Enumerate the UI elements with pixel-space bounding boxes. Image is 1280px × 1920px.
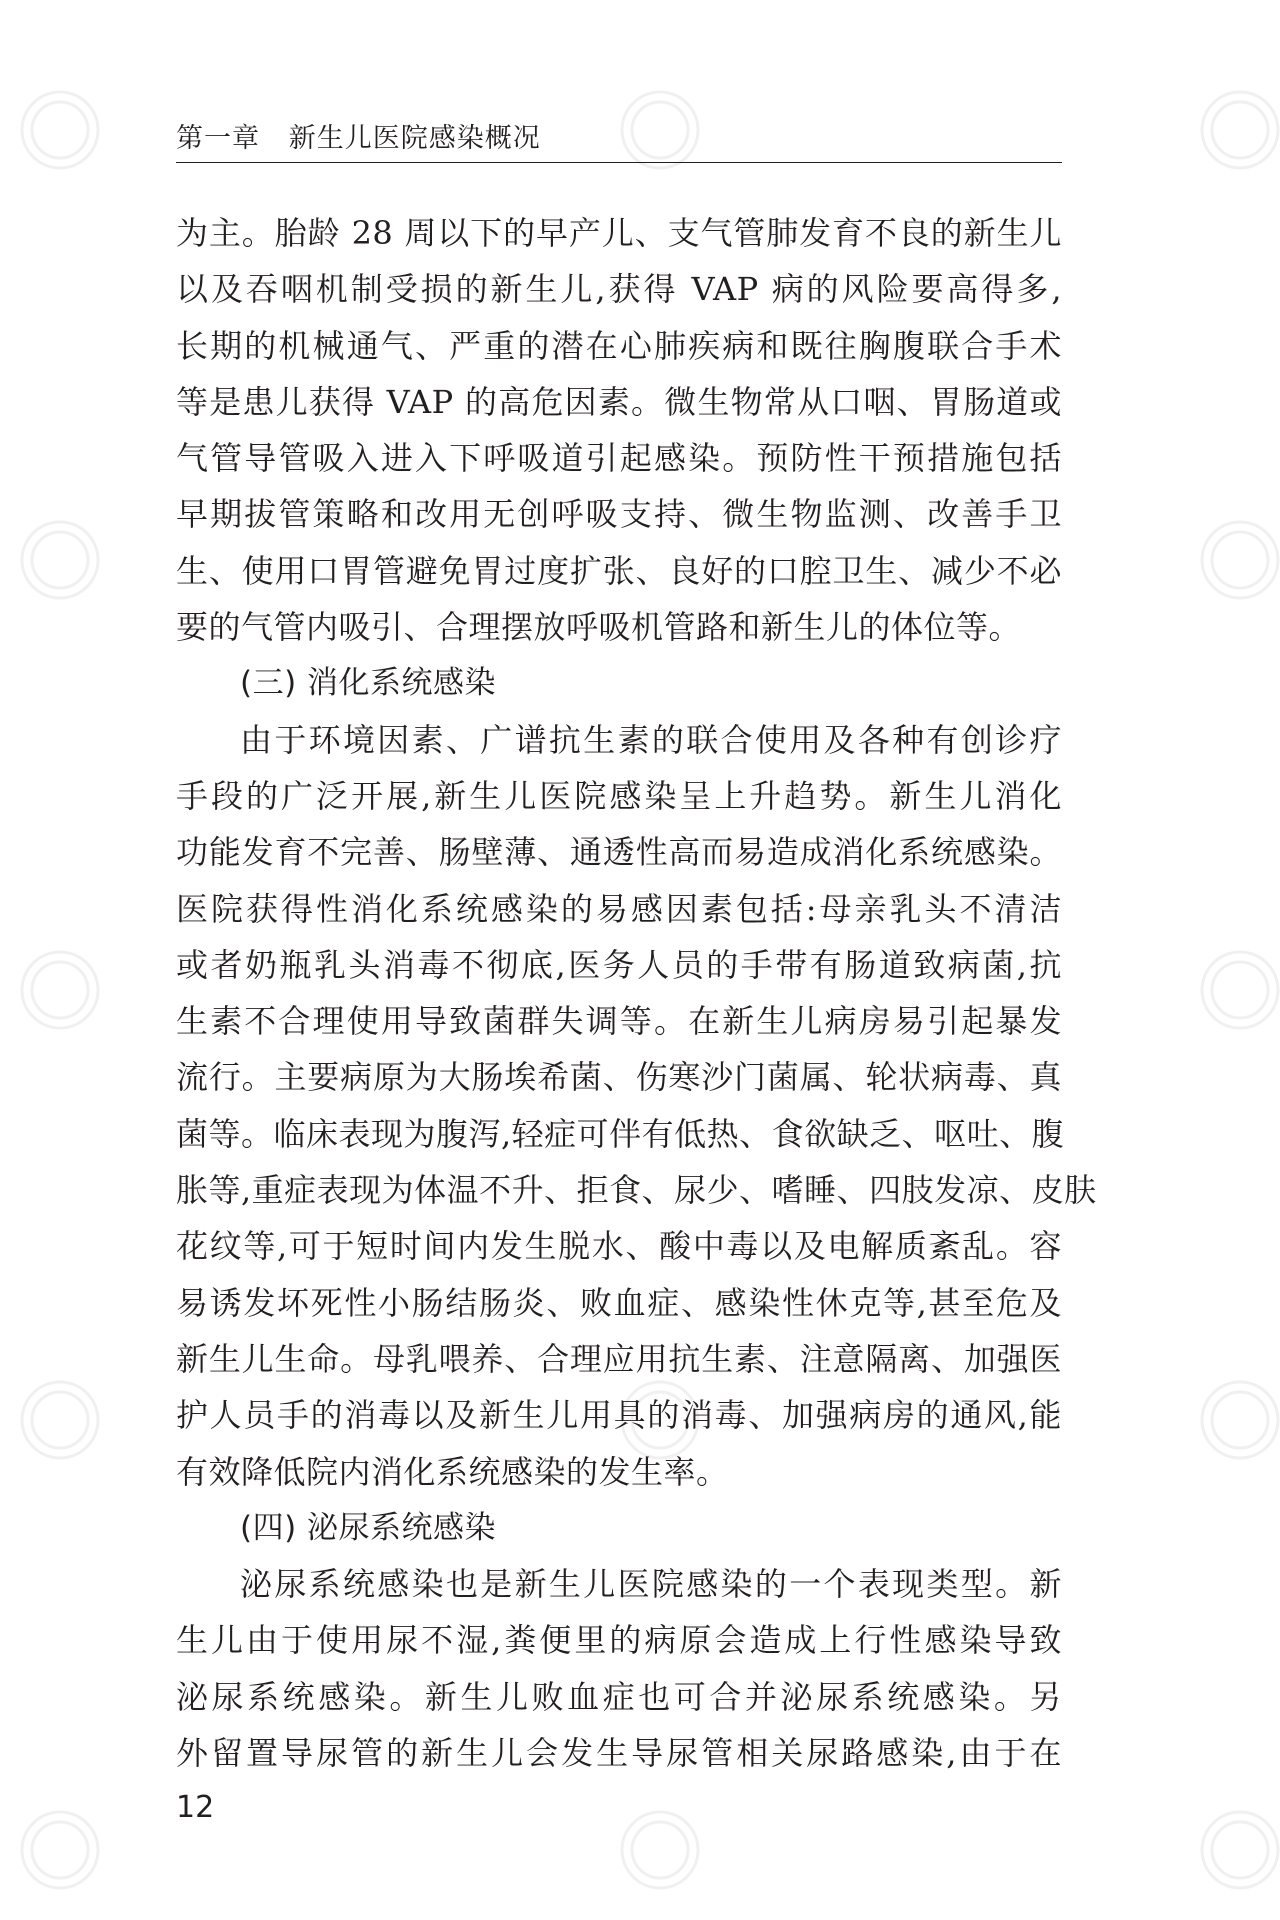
text-line: 生素不合理使用导致菌群失调等。在新生儿病房易引起暴发 — [176, 1002, 1062, 1041]
text-line: 有效降低院内消化系统感染的发生率。 — [176, 1452, 729, 1491]
text-line: 易诱发坏死性小肠结肠炎、败血症、感染性休克等,甚至危及 — [176, 1283, 1062, 1322]
paragraph — [176, 205, 1062, 655]
page-number: 12 — [176, 1790, 215, 1825]
text-line: 或者奶瓶乳头消毒不彻底,医务人员的手带有肠道致病菌,抗 — [176, 945, 1062, 984]
text-line: 泌尿系统感染也是新生儿医院感染的一个表现类型。新 — [240, 1565, 1062, 1604]
text-line: 生儿由于使用尿不湿,粪便里的病原会造成上行性感染导致 — [176, 1621, 1062, 1660]
text-line: 外留置导尿管的新生儿会发生导尿管相关尿路感染,由于在 — [176, 1734, 1062, 1773]
text-line: 花纹等,可于短时间内发生脱水、酸中毒以及电解质紊乱。容 — [176, 1227, 1062, 1266]
text-line: 长期的机械通气、严重的潜在心肺疾病和既往胸腹联合手术 — [176, 326, 1062, 365]
text-line: 以及吞咽机制受损的新生儿,获得 VAP 病的风险要高得多, — [176, 270, 1062, 309]
paragraph — [176, 1556, 1062, 1781]
text-line: 新生儿生命。母乳喂养、合理应用抗生素、注意隔离、加强医 — [176, 1339, 1062, 1378]
text-line: 护人员手的消毒以及新生儿用具的消毒、加强病房的通风,能 — [176, 1396, 1062, 1435]
body-text — [176, 205, 1097, 1781]
text-line: 要的气管内吸引、合理摆放呼吸机管路和新生儿的体位等。 — [176, 608, 1022, 647]
text-line: 功能发育不完善、肠壁薄、通透性高而易造成消化系统感染。 — [176, 833, 1062, 872]
text-line: 泌尿系统感染。新生儿败血症也可合并泌尿系统感染。另 — [176, 1677, 1062, 1716]
text-line: 生、使用口胃管避免胃过度扩张、良好的口腔卫生、减少不必 — [176, 551, 1062, 590]
text-line: 菌等。临床表现为腹泻,轻症可伴有低热、食欲缺乏、呕吐、腹 — [176, 1114, 1065, 1153]
text-line: 流行。主要病原为大肠埃希菌、伤寒沙门菌属、轮状病毒、真 — [176, 1058, 1062, 1097]
text-line: 早期拔管策略和改用无创呼吸支持、微生物监测、改善手卫 — [176, 495, 1062, 534]
running-header — [176, 112, 1062, 163]
text-line: 手段的广泛开展,新生儿医院感染呈上升趋势。新生儿消化 — [176, 776, 1062, 815]
chapter-header — [176, 116, 541, 155]
text-line: 医院获得性消化系统感染的易感因素包括:母亲乳头不清洁 — [176, 889, 1062, 928]
chapter-number: 第一章 — [176, 123, 260, 154]
text-line: 胀等,重症表现为体温不升、拒食、尿少、嗜睡、四肢发凉、皮肤 — [176, 1171, 1097, 1210]
text-line: 气管导管吸入进入下呼吸道引起感染。预防性干预措施包括 — [176, 439, 1062, 478]
text-line: 等是患儿获得 VAP 的高危因素。微生物常从口咽、胃肠道或 — [176, 382, 1062, 421]
paragraph — [176, 712, 1097, 1500]
chapter-title: 新生儿医院感染概况 — [288, 123, 541, 154]
section-heading: (三) 消化系统感染 — [240, 665, 497, 702]
text-line: 由于环境因素、广谱抗生素的联合使用及各种有创诊疗 — [240, 720, 1062, 759]
section-heading: (四) 泌尿系统感染 — [240, 1509, 497, 1546]
text-line: 为主。胎龄 28 周以下的早产儿、支气管肺发育不良的新生儿 — [176, 214, 1062, 252]
